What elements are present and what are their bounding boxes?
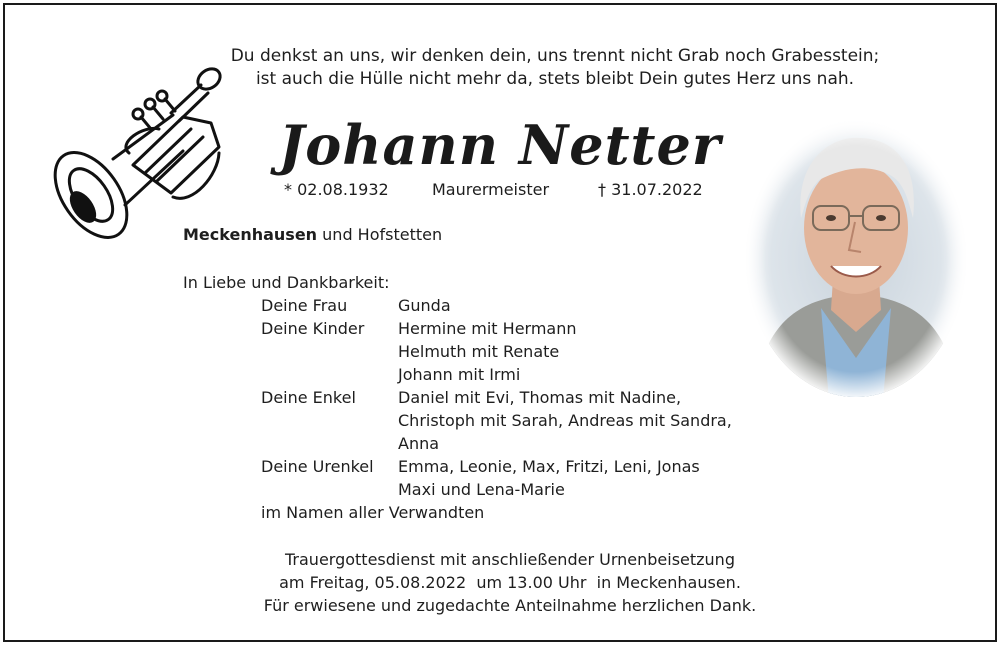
family-names: Helmuth mit Renate: [398, 342, 560, 361]
family-names: Gunda: [398, 296, 451, 315]
family-row: [183, 317, 577, 340]
family-label: im Namen aller Verwandten: [261, 503, 485, 522]
location: [183, 225, 442, 244]
portrait-photo: [743, 118, 969, 400]
death-date: † 31.07.2022: [598, 180, 703, 199]
family-names: Christoph mit Sarah, Andreas mit Sandra,: [398, 411, 732, 430]
memorial-poem: [205, 45, 905, 91]
service-line-2: am Freitag, 05.08.2022 um 13.00 Uhr in Meckenhausen.: [279, 573, 741, 592]
birth-date: * 02.08.1932: [284, 180, 389, 199]
family-names: Hermine mit Hermann: [398, 319, 577, 338]
location-rest: und Hofstetten: [322, 225, 443, 244]
family-row: [183, 432, 440, 455]
family-row: [183, 455, 700, 478]
obituary-notice: [3, 3, 997, 642]
family-row: [183, 340, 560, 363]
family-row: [183, 409, 732, 432]
family-row: [183, 363, 521, 386]
family-row: [183, 294, 451, 317]
service-line-1: Trauergottesdienst mit anschließender Urnenbeisetzung: [285, 550, 735, 569]
thanks-line: Für erwiesene und zugedachte Anteilnahme herzlichen Dank.: [263, 596, 757, 615]
service-info: [155, 548, 865, 617]
family-row: [183, 501, 485, 524]
family-label: Deine Frau: [261, 296, 348, 315]
family-label: Deine Enkel: [261, 388, 356, 407]
poem-line-1: Du denkst an uns, wir denken dein, uns trennt nicht Grab noch Grabesstein;: [230, 46, 880, 66]
family-row: [183, 478, 565, 501]
poem-line-2: ist auch die Hülle nicht mehr da, stets bleibt Dein gutes Herz uns nah.: [255, 69, 855, 89]
profession: Maurermeister: [432, 180, 550, 199]
family-names: Johann mit Irmi: [398, 365, 521, 384]
deceased-name: Johann Netter: [278, 113, 722, 177]
family-names: Maxi und Lena-Marie: [398, 480, 565, 499]
family-names: Emma, Leonie, Max, Fritzi, Leni, Jonas: [398, 457, 700, 476]
family-names: Anna: [398, 434, 440, 453]
family-label: Deine Urenkel: [261, 457, 374, 476]
family-list: [183, 271, 732, 524]
family-names: Daniel mit Evi, Thomas mit Nadine,: [398, 388, 682, 407]
family-row: [183, 386, 682, 409]
location-primary: Meckenhausen: [183, 225, 318, 244]
family-label: Deine Kinder: [261, 319, 365, 338]
family-intro: In Liebe und Dankbarkeit:: [183, 273, 390, 292]
